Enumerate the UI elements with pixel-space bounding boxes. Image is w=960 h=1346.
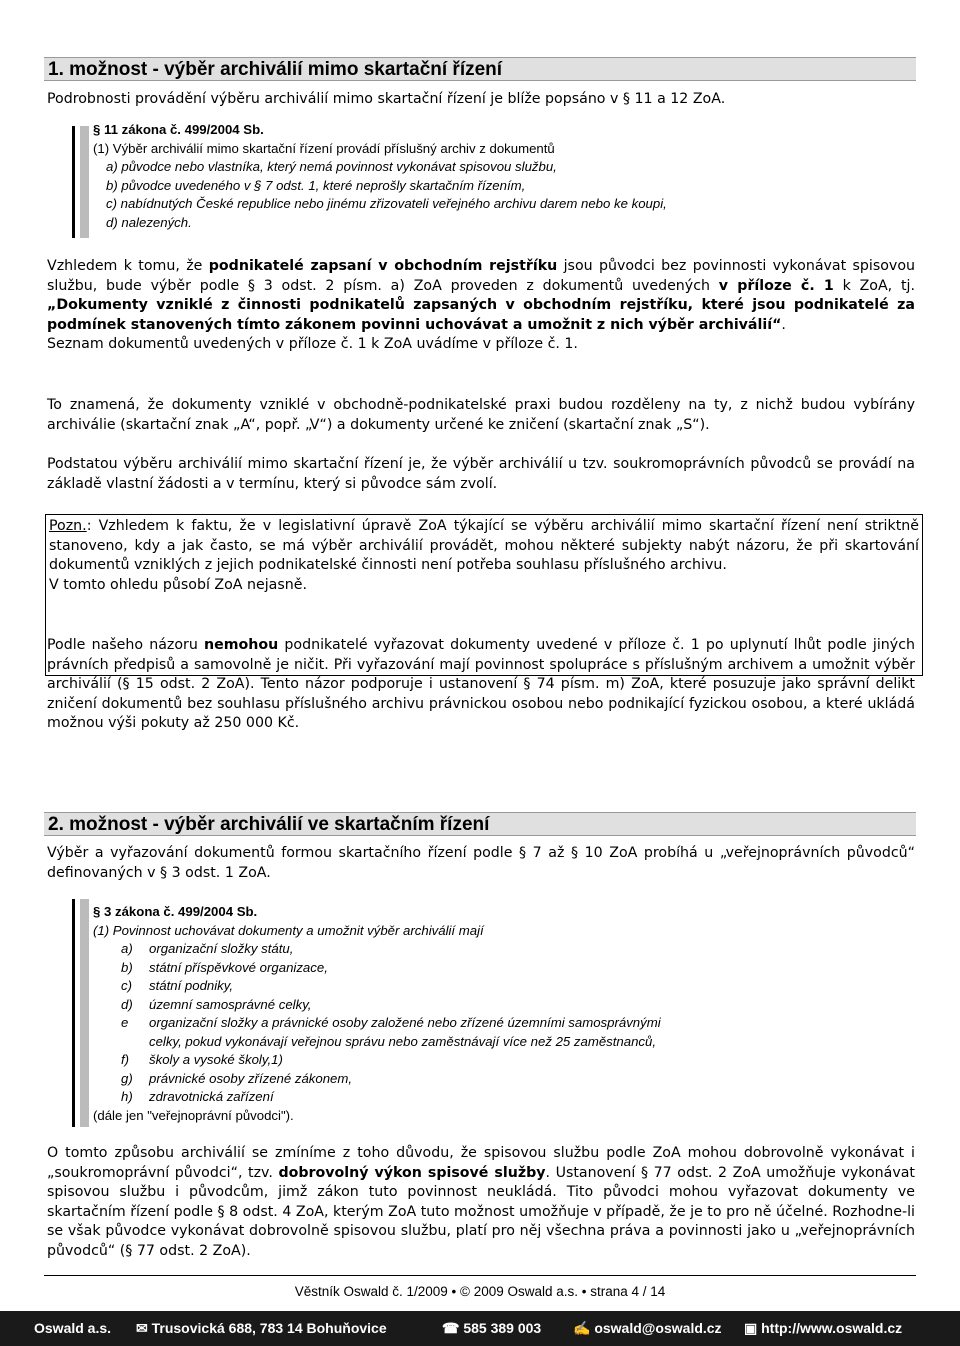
law-quote-2-item: a) organizační složky státu, [121,941,294,956]
law-quote-1-line: (1) Výběr archiválií mimo skartační řízení provádí příslušný archiv z dokumentů [93,140,555,156]
law-quote-2-item: f) školy a vysoké školy,1) [121,1052,283,1067]
note-conclusion: V tomto ohledu působí ZoA nejasně. [49,576,308,593]
law-quote-2-text [93,903,873,1125]
note-text: : Vzhledem k faktu, že v legislativní úpravě ZoA týkající se výběru archiválií mimo skartační řízení není striktně stanoveno, kdy a jak často, se má výběr archiválií provádět, mohou některé subjekty nabýt názoru, že při skartování dokumentů vzniklých z jejich podnikatelské činnosti není potřeba souhlasu příslušného archivu. [49,518,919,574]
website-link[interactable]: ▣ http://www.oswald.cz [744,1320,903,1336]
section-1-intro: Podrobnosti provádění výběru archiválií mimo skartační řízení je blíže popsáno v § 11 a 12 ZoA. [47,91,726,107]
page-footer: Věstník Oswald č. 1/2009 • © 2009 Oswald a.s. • strana 4 / 14 [294,1284,666,1299]
law-quote-2-item: d) územní samosprávné celky, [121,996,312,1012]
law-quote-1-line: c) nabídnutých České republice nebo jinému zřizovateli veřejného archivu darem nebo ke koupi, [106,196,667,211]
section-1-paragraph-2: To znamená, že dokumenty vzniklé v obchodně-podnikatelské praxi budou rozděleny na ty, z nichž budou vybírány archiválie (skartační znak „A“, popř. „V“) a dokumenty určené ke zničení (skartační znak „S“). [47,397,915,433]
section-1-paragraph-4: Podle našeho názoru nemohou podnikatelé vyřazovat dokumenty uvedené v příloze č. 1 po uplynutí lhůt podle jiných právních předpisů a samovolně je ničit. Při vyřazování mají povinnost spolupráce s příslušným archivem a umožnit výběr archiválií (§ 15 odst. 2 ZoA). Tento názor podporuje i ustanovení § 74 písm. m) ZoA, které posuzuje jako správní delikt zničení dokumentů bez souhlasu příslušného archivu právnickou osobou nebo podnikající fyzickou osobou, a které ukládá možnou výši pokuty až 250 000 Kč. [47,637,915,732]
law-quote-2-lead: (1) Povinnost uchovávat dokumenty a umožnit výběr archiválií mají [93,922,484,938]
annex-reference: Seznam dokumentů uvedených v příloze č. 1 k ZoA uvádíme v příloze č. 1. [47,336,578,353]
email-link[interactable]: ✍ oswald@oswald.cz [573,1320,722,1336]
law-quote-1-title: § 11 zákona č. 499/2004 Sb. [93,122,264,137]
section-2-paragraph-1: O tomto způsobu archiválií se zmíníme z toho důvodu, že spisovou službu podle ZoA mohou dobrovolně vykonávat i „soukromoprávní původci“, tzv. dobrovolný výkon spisové služby. Ustanovení § 77 odst. 2 ZoA umožňuje vykonávat spisovou službu i původcům, jimž zákon tuto povinnost neukládá. Tito původci mohou vyřazovat dokumenty ve skartačním řízení podle § 8 odst. 4 ZoA, kterým ZoA tuto možnost umožňuje v případě, že je to pro ně účelné. Rozhodne-li se však původce vykonávat dobrovolně spisovou službu, platí pro něj všechna práva a povinnosti jako u „veřejnoprávních původců“ (§ 77 odst. 2 ZoA). [47,1145,915,1259]
emphasis: nemohou [204,637,279,653]
law-quote-1-line: d) nalezených. [106,214,192,230]
law-quote-2 [72,899,661,1127]
law-quote-1-text [93,121,873,232]
phone-link[interactable]: ☎ 585 389 003 [442,1320,542,1336]
contact-bar [0,1311,960,1346]
law-quote-1-line: a) původce nebo vlastníka, který nemá povinnost vykonávat spisovou službu, [106,159,557,174]
emphasis: „Dokumenty vzniklé z činnosti podnikatelů zapsaných v obchodním rejstříku, které jsou podnikatelé za podmínek stanovených tímto zákonem povinni uchovávat a umožnit z nich výběr archiválií“ [47,297,915,333]
footer-divider [44,1275,916,1276]
law-quote-2-item: celky, pokud vykonávají veřejnou správu nebo zaměstnávají více než 25 zaměstnanců, [149,1033,657,1049]
law-quote-1-line: b) původce uvedeného v § 7 odst. 1, které neprošly skartačním řízením, [106,177,526,193]
emphasis: podnikatelé zapsaní v obchodním rejstříku [208,258,558,274]
section-1-paragraph-3: Podstatou výběru archiválií mimo skartační řízení je, že výběr archiválií u tzv. soukromoprávních původců se provádí na základě vlastní žádosti a v termínu, který si původce sám zvolí. [47,456,915,492]
law-quote-2-item: h) zdravotnická zařízení [121,1089,274,1104]
law-quote-2-tail: (dále jen "veřejnoprávní původci"). [93,1107,294,1123]
emphasis: dobrovolný výkon spisové služby [278,1164,546,1181]
section-2-intro: Výběr a vyřazování dokumentů formou skartačního řízení podle § 7 až § 10 ZoA probíhá u „veřejnoprávních původců“ definovaných v § 3 odst. 1 ZoA. [47,845,915,881]
note-label: Pozn. [49,518,87,534]
law-quote-2-item: e organizační složky a právnické osoby založené nebo zřízené územními samosprávnými [121,1015,661,1030]
law-quote-2-item: b) státní příspěvkové organizace, [121,959,328,975]
section-1-heading: 1. možnost - výběr archiválií mimo skartační řízení [44,57,916,81]
law-quote-2-title: § 3 zákona č. 499/2004 Sb. [93,904,258,919]
emphasis: v příloze č. 1 [718,277,834,294]
law-quote-2-item: g) právnické osoby zřízené zákonem, [121,1070,353,1086]
law-quote-1 [72,122,667,238]
company-name: Oswald a.s. [34,1320,112,1336]
address-link[interactable]: ✉ Trusovická 688, 783 14 Bohuňovice [136,1320,387,1336]
section-1-paragraph-1: Vzhledem k tomu, že podnikatelé zapsaní v obchodním rejstříku jsou původci bez povinnosti vykonávat spisovou službu, bude výběr podle § 3 odst. 2 písm. a) ZoA proveden z dokumentů uvedených v příloze č. 1 k ZoA, tj. „Dokumenty vzniklé z činnosti podnikatelů zapsaných v obchodním rejstříku, které jsou podnikatelé za podmínek stanovených tímto zákonem povinni uchovávat a umožnit z nich výběr archiválií“. Seznam dokumentů uvedených v příloze č. 1 k ZoA uvádíme v příloze č. 1. [47,258,916,353]
law-quote-2-item: c) státní podniky, [121,978,234,993]
section-2-heading: 2. možnost - výběr archiválií ve skartačním řízení [44,812,916,836]
